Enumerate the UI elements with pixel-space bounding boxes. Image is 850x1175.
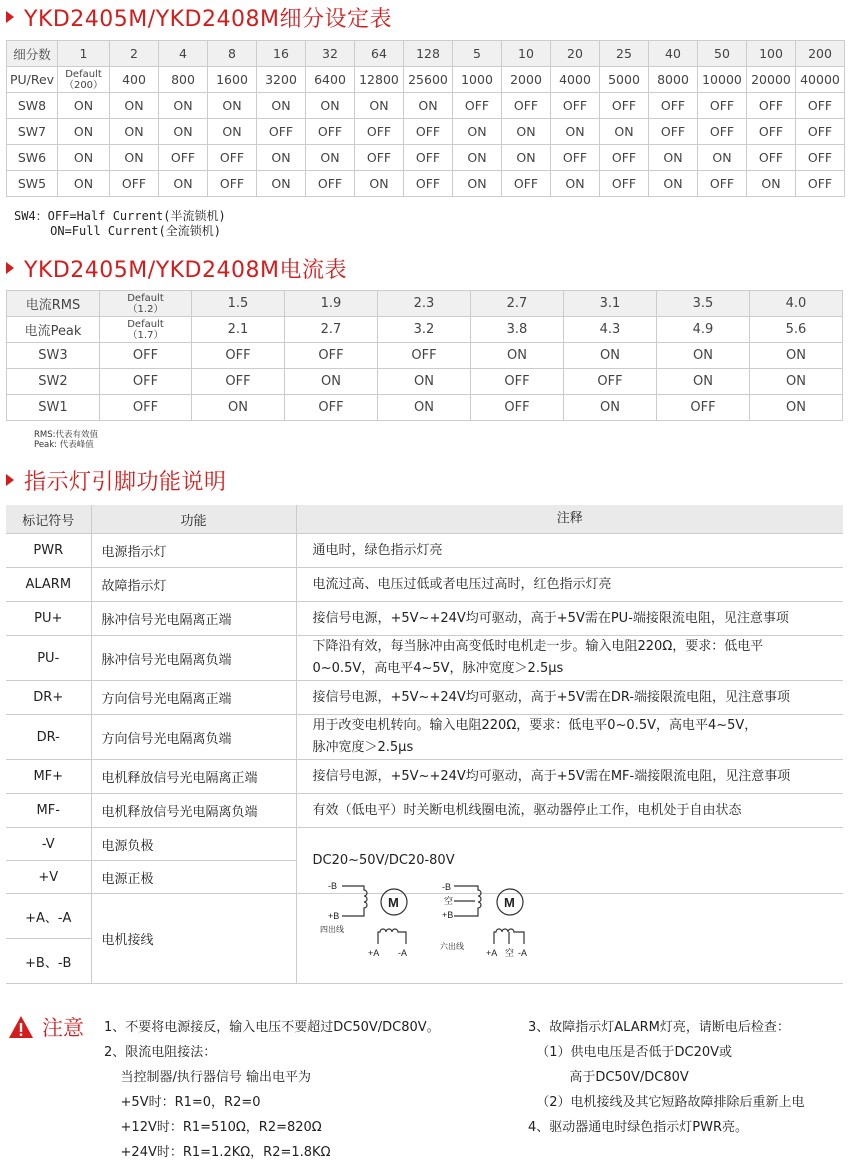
current-switch-state: ON	[378, 395, 471, 421]
pin-note-line: 电流过高、电压过低或者电压过高时，红色指示灯亮	[312, 576, 612, 592]
pin-symbol: DR-	[6, 715, 91, 760]
current-switch-state: ON	[285, 369, 378, 395]
pin-function: 电机释放信号光电隔离正端	[91, 760, 296, 794]
pu-default-text: Default	[65, 68, 102, 80]
pin-note	[296, 794, 843, 828]
attention-left-line: +12V时：R1=510Ω，R2=820Ω	[104, 1120, 322, 1135]
six-minus-a-label: -A	[518, 948, 527, 958]
microstep-header-cell: 4	[159, 41, 208, 67]
current-switch-state: OFF	[378, 343, 471, 369]
attention-right-line: 4、驱动器通电时绿色指示灯PWR亮。	[528, 1120, 748, 1135]
sw4-line1: SW4：OFF=Half Current(半流锁机)	[14, 209, 226, 223]
microstep-header-cell: 200	[796, 41, 845, 67]
current-switch-state: ON	[192, 395, 285, 421]
pin-symbol: MF+	[6, 760, 91, 794]
rms-note: RMS:代表有效值	[34, 430, 98, 440]
current-switch-state: OFF	[285, 395, 378, 421]
microstep-header-cell: 25	[600, 41, 649, 67]
current-switch-label: SW3	[7, 343, 100, 369]
current-switch-row	[7, 343, 843, 369]
neg-v-symbol: -V	[6, 828, 91, 861]
switch-state-cell: OFF	[600, 93, 649, 119]
switch-state-cell: ON	[58, 171, 110, 197]
switch-state-cell: OFF	[306, 119, 355, 145]
current-switch-state: OFF	[657, 395, 750, 421]
six-motor-m-label: M	[504, 895, 515, 910]
switch-state-cell: OFF	[355, 145, 404, 171]
current-switch-state: ON	[657, 369, 750, 395]
attention-right-line: （2）电机接线及其它短路故障排除后重新上电	[528, 1095, 805, 1110]
pin-note	[296, 636, 843, 681]
current-switch-state: OFF	[285, 343, 378, 369]
switch-state-cell: OFF	[404, 171, 453, 197]
rms-value-cell: 2.7	[471, 291, 564, 317]
section2-title: YKD2405M/YKD2408M电流表	[24, 257, 347, 283]
switch-state-cell: OFF	[747, 93, 796, 119]
pu-rev-cell: 6400	[306, 67, 355, 93]
rms-value-cell: 3.1	[564, 291, 657, 317]
switch-label: SW5	[7, 171, 58, 197]
current-switch-row	[7, 369, 843, 395]
attention-left-line: 1、不要将电源接反，输入电压不要超过DC50V/DC80V。	[104, 1020, 440, 1035]
switch-label: SW6	[7, 145, 58, 171]
switch-state-cell: OFF	[502, 93, 551, 119]
switch-state-cell: ON	[257, 145, 306, 171]
switch-state-cell: OFF	[698, 119, 747, 145]
current-switch-state: ON	[750, 395, 843, 421]
pin-note-line: 接信号电源，+5V~+24V均可驱动，高于+5V需在MF-端接限流电阻，见注意事项	[312, 768, 791, 784]
pin-function: 电源指示灯	[91, 534, 296, 568]
six-wire-a-coil	[494, 929, 524, 944]
switch-state-cell: ON	[453, 119, 502, 145]
four-wire-label: 四出线	[320, 925, 344, 934]
pin-symbol: MF-	[6, 794, 91, 828]
pu-rev-cell: 3200	[257, 67, 306, 93]
pin-function: 脉冲信号光电隔离正端	[91, 602, 296, 636]
pu-rev-cell: 10000	[698, 67, 747, 93]
pos-v-symbol: +V	[6, 861, 91, 894]
triangle-bullet-icon	[6, 11, 14, 23]
pu-rev-cell: 1600	[208, 67, 257, 93]
header-function: 功能	[91, 505, 296, 534]
attention-right-line: 高于DC50V/DC80V	[528, 1070, 689, 1085]
current-switch-state: ON	[750, 343, 843, 369]
switch-state-cell: OFF	[796, 171, 845, 197]
switch-state-cell: ON	[306, 93, 355, 119]
switch-state-cell: ON	[257, 171, 306, 197]
pu-rev-cell: 800	[159, 67, 208, 93]
switch-label: SW8	[7, 93, 58, 119]
pin-note-line: 通电时，绿色指示灯亮	[312, 542, 443, 558]
rms-default-value: （1.2）	[127, 303, 164, 315]
switch-state-cell: ON	[404, 93, 453, 119]
six-plus-a-label: +A	[486, 948, 498, 958]
switch-state-cell: OFF	[600, 145, 649, 171]
pu-rev-cell: 2000	[502, 67, 551, 93]
microstep-header-cell: 2	[110, 41, 159, 67]
section3-title: 指示灯引脚功能说明	[24, 469, 227, 495]
rms-row	[7, 291, 843, 317]
microstep-header-cell: 32	[306, 41, 355, 67]
pu-rev-cell: 400	[110, 67, 159, 93]
pin-symbol: PWR	[6, 534, 91, 568]
pin-row	[6, 602, 843, 636]
microstep-header-cell: 16	[257, 41, 306, 67]
pin-note	[296, 715, 843, 760]
switch-state-cell: ON	[306, 145, 355, 171]
switch-state-cell: OFF	[208, 171, 257, 197]
switch-state-cell: OFF	[502, 171, 551, 197]
rms-value-cell: 1.5	[192, 291, 285, 317]
microstep-header-cell: 128	[404, 41, 453, 67]
switch-state-cell: OFF	[453, 93, 502, 119]
neg-v-function: 电源负极	[91, 828, 296, 861]
attention-right-line: （1）供电电压是否低于DC20V或	[528, 1045, 733, 1060]
peak-default	[100, 317, 192, 343]
current-switch-state: OFF	[564, 369, 657, 395]
pin-row	[6, 568, 843, 602]
current-switch-state: ON	[564, 395, 657, 421]
switch-row	[7, 119, 845, 145]
peak-value-cell: 2.7	[285, 317, 378, 343]
current-table	[6, 290, 843, 421]
switch-state-cell: ON	[159, 93, 208, 119]
switch-state-cell: OFF	[747, 119, 796, 145]
pin-row	[6, 794, 843, 828]
current-switch-label: SW1	[7, 395, 100, 421]
switch-state-cell: ON	[110, 145, 159, 171]
current-switch-state: ON	[378, 369, 471, 395]
section3-heading	[6, 465, 227, 495]
switch-state-cell: ON	[208, 119, 257, 145]
pin-note-line: 脉冲宽度＞2.5μs	[312, 740, 414, 755]
switch-state-cell: ON	[58, 119, 110, 145]
four-plus-a-label: +A	[368, 948, 380, 958]
motor-a-symbol: +A、-A	[6, 894, 91, 939]
peak-value-cell: 3.8	[471, 317, 564, 343]
peak-value-cell: 3.2	[378, 317, 471, 343]
microstep-header-label: 细分数	[7, 41, 58, 67]
switch-row	[7, 171, 845, 197]
attention-heading	[8, 1012, 84, 1042]
switch-state-cell: ON	[698, 145, 747, 171]
switch-state-cell: OFF	[747, 145, 796, 171]
switch-state-cell: OFF	[404, 119, 453, 145]
microstep-header-cell: 20	[551, 41, 600, 67]
four-motor-m-label: M	[388, 895, 399, 910]
switch-state-cell: OFF	[355, 119, 404, 145]
pu-rev-cell: 4000	[551, 67, 600, 93]
triangle-bullet-icon	[6, 262, 14, 274]
attention-left-line: +24V时：R1=1.2KΩ，R2=1.8KΩ	[104, 1145, 331, 1160]
pin-note	[296, 760, 843, 794]
microstep-header-cell: 40	[649, 41, 698, 67]
switch-state-cell: ON	[355, 93, 404, 119]
microstep-header-cell: 8	[208, 41, 257, 67]
six-wire-label: 六出线	[440, 942, 464, 951]
rms-value-cell: 3.5	[657, 291, 750, 317]
switch-state-cell: ON	[502, 119, 551, 145]
peak-value-cell: 4.9	[657, 317, 750, 343]
microstep-header-cell: 1	[58, 41, 110, 67]
pu-rev-default	[58, 67, 110, 93]
switch-row	[7, 145, 845, 171]
switch-state-cell: ON	[600, 119, 649, 145]
pin-note-line: 下降沿有效，每当脉冲由高变低时电机走一步。输入电阻220Ω，要求：低电平	[312, 639, 764, 654]
pu-rev-cell: 1000	[453, 67, 502, 93]
switch-state-cell: ON	[159, 119, 208, 145]
switch-state-cell: ON	[747, 171, 796, 197]
four-wire-a-coil	[378, 929, 406, 944]
switch-row	[7, 93, 845, 119]
pin-function: 方向信号光电隔离正端	[91, 681, 296, 715]
attention-title: 注意	[42, 1016, 84, 1040]
microstep-header-row	[7, 41, 845, 67]
switch-state-cell: ON	[649, 171, 698, 197]
six-wire-b-coil	[454, 886, 481, 916]
pin-row	[6, 715, 843, 760]
switch-state-cell: OFF	[698, 171, 747, 197]
warning-icon	[8, 1015, 34, 1039]
pin-note-line: 接信号电源，+5V~+24V均可驱动，高于+5V需在PU-端接限流电阻，见注意事项	[312, 610, 789, 626]
attention-left-line: 2、限流电阻接法：	[104, 1045, 217, 1060]
current-switch-state: ON	[750, 369, 843, 395]
pu-rev-row	[7, 67, 845, 93]
current-switch-state: OFF	[471, 395, 564, 421]
switch-state-cell: ON	[58, 145, 110, 171]
microstep-header-cell: 50	[698, 41, 747, 67]
pin-function: 方向信号光电隔离负端	[91, 715, 296, 760]
pin-function: 电机释放信号光电隔离负端	[91, 794, 296, 828]
current-switch-state: OFF	[100, 395, 192, 421]
pin-note	[296, 534, 843, 568]
pu-rev-cell: 5000	[600, 67, 649, 93]
pu-rev-cell: 8000	[649, 67, 698, 93]
switch-state-cell: OFF	[110, 171, 159, 197]
pin-row	[6, 534, 843, 568]
peak-default-text: Default	[127, 318, 164, 330]
pin-function: 脉冲信号光电隔离负端	[91, 636, 296, 681]
sw4-note	[14, 209, 226, 239]
switch-state-cell: ON	[110, 93, 159, 119]
peak-value-cell: 2.1	[192, 317, 285, 343]
header-symbol: 标记符号	[6, 505, 91, 534]
current-switch-state: OFF	[100, 369, 192, 395]
switch-state-cell: OFF	[796, 119, 845, 145]
current-switch-label: SW2	[7, 369, 100, 395]
rms-value-cell: 2.3	[378, 291, 471, 317]
current-notes	[34, 430, 98, 450]
switch-state-cell: OFF	[649, 93, 698, 119]
switch-state-cell: ON	[257, 93, 306, 119]
pin-note	[296, 681, 843, 715]
section1-title: YKD2405M/YKD2408M细分设定表	[24, 6, 392, 32]
section1-heading	[6, 2, 392, 32]
six-plus-b-label: +B	[442, 910, 454, 920]
peak-row	[7, 317, 843, 343]
current-switch-state: ON	[657, 343, 750, 369]
switch-state-cell: OFF	[306, 171, 355, 197]
pin-row	[6, 760, 843, 794]
switch-state-cell: ON	[453, 171, 502, 197]
current-switch-row	[7, 395, 843, 421]
switch-state-cell: ON	[551, 171, 600, 197]
switch-state-cell: OFF	[649, 119, 698, 145]
pin-note	[296, 602, 843, 636]
pin-note-line: 有效（低电平）时关断电机线圈电流，驱动器停止工作，电机处于自由状态	[312, 802, 742, 818]
microstep-header-cell: 100	[747, 41, 796, 67]
pin-row	[6, 681, 843, 715]
switch-state-cell: OFF	[404, 145, 453, 171]
rms-default-text: Default	[127, 292, 164, 304]
switch-state-cell: ON	[649, 145, 698, 171]
microstep-table	[6, 40, 845, 197]
switch-state-cell: ON	[58, 93, 110, 119]
neg-v-row	[6, 828, 843, 861]
switch-state-cell: OFF	[600, 171, 649, 197]
attention-left-line: 当控制器/执行器信号 输出电平为	[104, 1070, 312, 1085]
switch-state-cell: OFF	[159, 145, 208, 171]
switch-state-cell: ON	[208, 93, 257, 119]
pin-note-line: 0~0.5V，高电平4~5V，脉冲宽度＞2.5μs	[312, 661, 564, 676]
six-minus-b-label: -B	[442, 882, 451, 892]
pin-note-line: 用于改变电机转向。输入电阻220Ω，要求：低电平0~0.5V，高电平4~5V，	[312, 718, 758, 733]
peak-label: 电流Peak	[7, 317, 100, 343]
switch-state-cell: OFF	[698, 93, 747, 119]
current-switch-state: OFF	[100, 343, 192, 369]
switch-state-cell: OFF	[551, 145, 600, 171]
pin-symbol: ALARM	[6, 568, 91, 602]
attention-left-line: +5V时：R1=0，R2=0	[104, 1095, 261, 1110]
switch-state-cell: OFF	[551, 93, 600, 119]
rms-default	[100, 291, 192, 317]
section2-heading	[6, 253, 347, 283]
switch-state-cell: OFF	[257, 119, 306, 145]
motor-b-symbol: +B、-B	[6, 939, 91, 984]
rms-label: 电流RMS	[7, 291, 100, 317]
switch-state-cell: ON	[453, 145, 502, 171]
current-switch-state: OFF	[471, 369, 564, 395]
current-switch-state: ON	[471, 343, 564, 369]
header-note: 注释	[296, 505, 843, 534]
switch-state-cell: ON	[355, 171, 404, 197]
switch-state-cell: OFF	[796, 93, 845, 119]
attention-left-column	[104, 1016, 440, 1166]
pin-row	[6, 636, 843, 681]
pu-rev-cell: 12800	[355, 67, 404, 93]
switch-state-cell: OFF	[796, 145, 845, 171]
four-minus-a-label: -A	[398, 948, 407, 958]
pu-rev-cell: 25600	[404, 67, 453, 93]
rms-value-cell: 4.0	[750, 291, 843, 317]
pos-v-function: 电源正极	[91, 861, 296, 894]
peak-note: Peak: 代表峰值	[34, 440, 94, 450]
pin-symbol: PU+	[6, 602, 91, 636]
pin-note-line: 接信号电源，+5V~+24V均可驱动，高于+5V需在DR-端接限流电阻，见注意事项	[312, 689, 791, 705]
triangle-bullet-icon	[6, 474, 14, 486]
microstep-header-cell: 5	[453, 41, 502, 67]
sw4-line2: ON=Full Current(全流锁机)	[14, 224, 221, 238]
pin-symbol: PU-	[6, 636, 91, 681]
switch-state-cell: ON	[502, 145, 551, 171]
pin-function: 故障指示灯	[91, 568, 296, 602]
switch-state-cell: ON	[551, 119, 600, 145]
switch-label: SW7	[7, 119, 58, 145]
current-switch-state: OFF	[192, 369, 285, 395]
power-note: DC20~50V/DC20-80V	[296, 828, 843, 894]
microstep-header-cell: 10	[502, 41, 551, 67]
current-switch-state: ON	[564, 343, 657, 369]
pin-symbol: DR+	[6, 681, 91, 715]
six-mid-b-label: 空	[444, 896, 454, 906]
switch-state-cell: ON	[159, 171, 208, 197]
four-minus-b-label: -B	[328, 881, 337, 891]
microstep-header-cell: 64	[355, 41, 404, 67]
attention-right-line: 3、故障指示灯ALARM灯亮，请断电后检查：	[528, 1020, 790, 1035]
motor-function: 电机接线	[91, 894, 296, 984]
four-wire-b-coil	[342, 886, 367, 916]
pin-note	[296, 568, 843, 602]
rms-value-cell: 1.9	[285, 291, 378, 317]
peak-value-cell: 4.3	[564, 317, 657, 343]
pu-rev-cell: 20000	[747, 67, 796, 93]
four-plus-b-label: +B	[328, 911, 340, 921]
six-mid-a-label: 空	[505, 948, 515, 958]
peak-value-cell: 5.6	[750, 317, 843, 343]
current-switch-state: OFF	[192, 343, 285, 369]
wiring-diagram	[318, 876, 578, 964]
peak-default-value: （1.7）	[127, 329, 164, 341]
attention-right-column	[528, 1016, 805, 1141]
pu-rev-cell: 40000	[796, 67, 845, 93]
switch-state-cell: OFF	[208, 145, 257, 171]
switch-state-cell: ON	[110, 119, 159, 145]
pu-default-value: （200）	[63, 79, 104, 91]
pu-rev-label: PU/Rev	[7, 67, 58, 93]
pin-header-row	[6, 505, 843, 534]
